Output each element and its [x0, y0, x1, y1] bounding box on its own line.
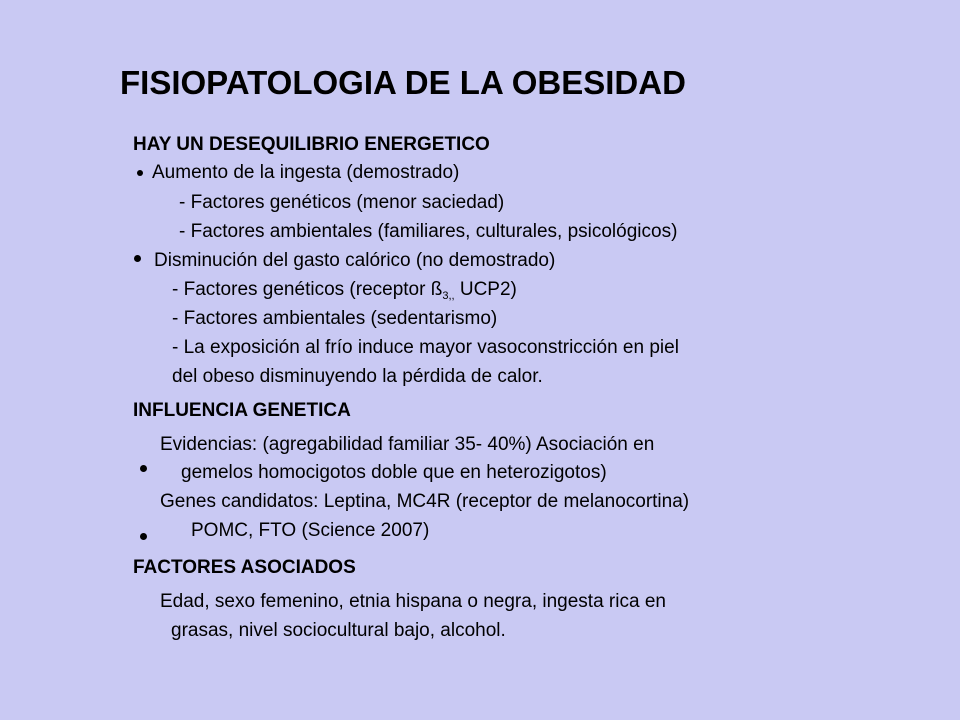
cold-exposure-text: - La exposición al frío induce mayor vasoconstricción en piel: [172, 337, 679, 358]
candidate-genes-cont: POMC, FTO (Science 2007): [191, 520, 430, 541]
heading-genetic-influence: INFLUENCIA GENETICA: [133, 400, 351, 421]
expenditure-genetic-factors: [172, 279, 517, 302]
expenditure-environmental-factors: - Factores ambientales (sedentarismo): [172, 308, 498, 329]
heading-associated-factors: FACTORES ASOCIADOS: [133, 557, 356, 578]
genetics-evidence-cont: gemelos homocigotos doble que en heterozigotos): [181, 462, 607, 483]
associated-factors-text-cont: grasas, nivel sociocultural bajo, alcohol.: [171, 620, 506, 641]
slide-title: FISIOPATOLOGIA DE LA OBESIDAD: [120, 64, 686, 101]
intake-label: Aumento de la ingesta (demostrado): [152, 162, 460, 183]
genetic-prefix: - Factores genéticos (receptor ß: [172, 279, 443, 300]
cold-exposure-text-cont: del obeso disminuyendo la pérdida de calor.: [172, 366, 543, 387]
candidate-genes: Genes candidatos: Leptina, MC4R (receptor de melanocortina): [160, 491, 690, 512]
bullet-icon: [140, 533, 147, 540]
bullet-icon: [140, 465, 147, 472]
intake-environmental-factors: - Factores ambientales (familiares, culturales, psicológicos): [179, 221, 678, 242]
genetic-suffix: UCP2): [454, 279, 517, 300]
bullet-icon: [134, 255, 141, 262]
bullet-icon: [137, 170, 143, 176]
associated-factors-text: Edad, sexo femenino, etnia hispana o negra, ingesta rica en: [160, 591, 666, 612]
intake-genetic-factors: - Factores genéticos (menor saciedad): [179, 192, 505, 213]
genetics-evidence: Evidencias: (agregabilidad familiar 35- 40%) Asociación en: [160, 434, 655, 455]
expenditure-label: Disminución del gasto calórico (no demostrado): [154, 250, 556, 271]
heading-energy-imbalance: HAY UN DESEQUILIBRIO ENERGETICO: [133, 134, 490, 155]
receptor-subscript: 3,,: [442, 290, 455, 302]
